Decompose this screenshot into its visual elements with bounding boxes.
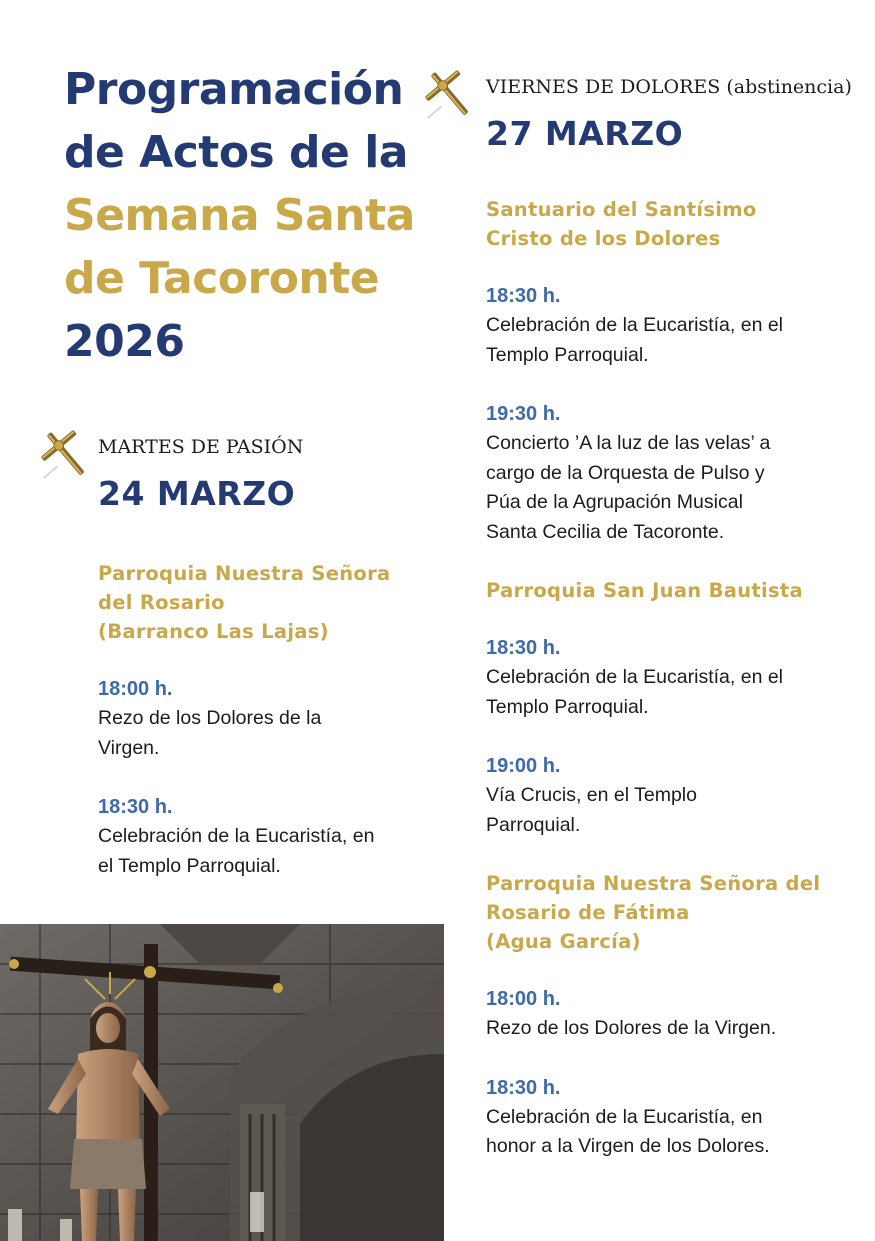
place-heading: Parroquia San Juan Bautista <box>486 579 803 602</box>
date-viernes: 27 MARZO <box>486 114 684 153</box>
martes-schedule <box>98 559 438 881</box>
event-description: Celebración de la Eucaristía, en el Templo Parroquial. <box>98 825 375 877</box>
day-name-viernes: VIERNES DE DOLORES (abstinencia) <box>486 76 852 98</box>
event-description: Rezo de los Dolores de la Virgen. <box>98 707 322 759</box>
event-time: 18:30 h. <box>486 1076 561 1099</box>
event-time: 18:00 h. <box>486 988 561 1010</box>
event-time: 18:30 h. <box>98 796 173 818</box>
title-line-2: de Actos de la <box>64 127 408 178</box>
cross-icon <box>36 424 94 482</box>
place-heading: Parroquia Nuestra Señora del Rosario de Fátima (Agua García) <box>486 872 821 953</box>
event-description: Celebración de la Eucaristía, en el Templo Parroquial. <box>486 314 784 366</box>
place-heading: Santuario del Santísimo Cristo de los Dolores <box>486 198 757 250</box>
page-title <box>64 58 424 373</box>
event-description: Rezo de los Dolores de la Virgen. <box>486 1017 777 1039</box>
title-line-3: Semana Santa <box>64 190 415 241</box>
event-time: 19:00 h. <box>486 755 561 777</box>
event-description: Concierto ’A la luz de las velas’ a cargo de la Orquesta de Pulso y Púa de la Agrupación Musical Santa Cecilia de Tacoronte. <box>486 432 771 543</box>
cross-icon <box>420 64 478 122</box>
event-description: Celebración de la Eucaristía, en el Templo Parroquial. <box>486 666 784 718</box>
date-martes: 24 MARZO <box>98 474 296 513</box>
event-time: 18:30 h. <box>486 285 561 307</box>
event-description: Vía Crucis, en el Templo Parroquial. <box>486 784 697 836</box>
title-year: 2026 <box>64 316 185 367</box>
day-name-martes: MARTES DE PASIÓN <box>98 436 304 458</box>
title-line-4: de Tacoronte <box>64 253 380 304</box>
event-description: Celebración de la Eucaristía, en honor a la Virgen de los Dolores. <box>486 1105 770 1157</box>
viernes-schedule <box>486 195 866 1162</box>
event-time: 18:30 h. <box>486 637 561 659</box>
event-time: 19:30 h. <box>486 403 561 425</box>
place-heading: Parroquia Nuestra Señora del Rosario (Barranco Las Lajas) <box>98 562 391 643</box>
christ-statue-photo <box>0 924 444 1241</box>
event-time: 18:00 h. <box>98 678 173 700</box>
title-line-1: Programación <box>64 64 404 115</box>
